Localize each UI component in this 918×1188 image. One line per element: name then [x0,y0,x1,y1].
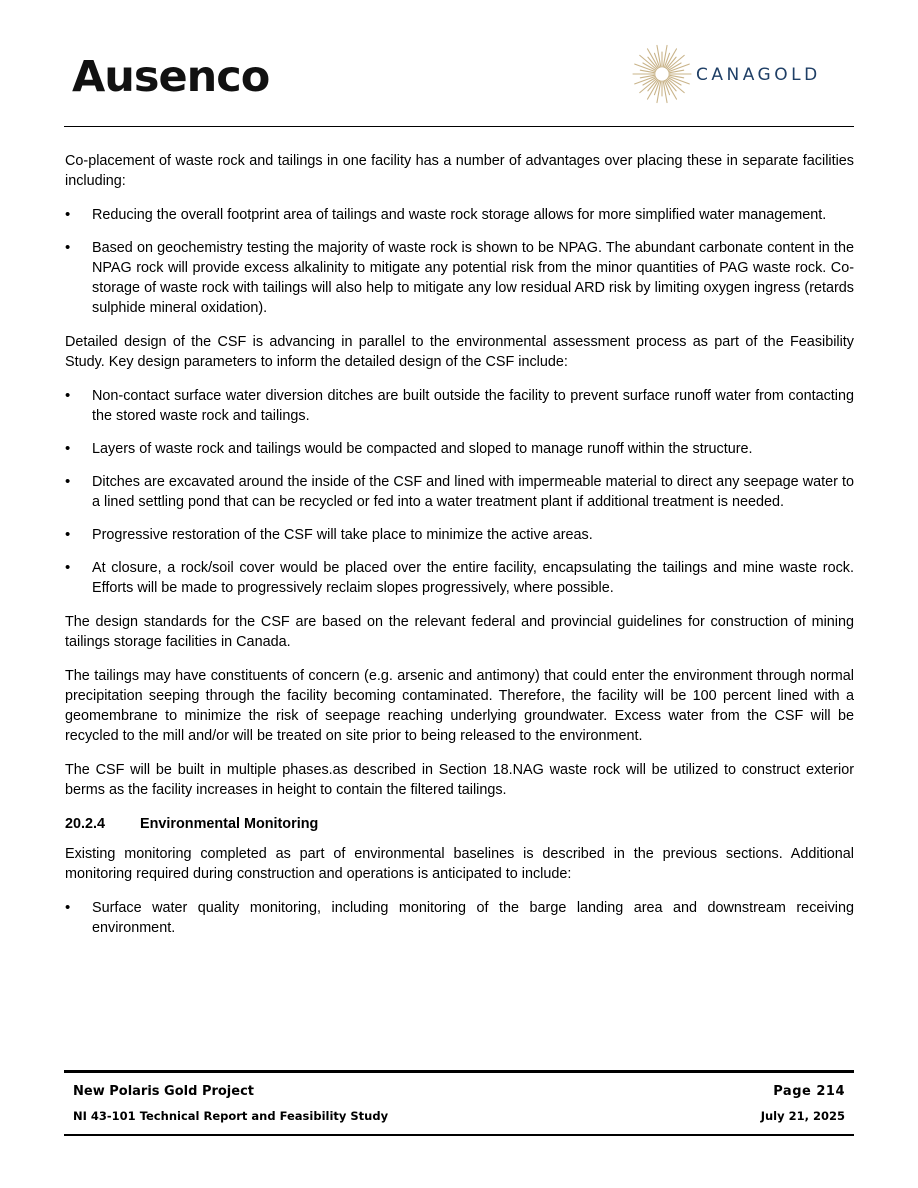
list-item: • Non-contact surface water diversion ditches are built outside the facility to prevent surface runoff water from contacting the stored waste rock and tailings. [65,386,854,426]
canagold-logo-text: CANAGOLD [696,65,821,85]
phases-paragraph: The CSF will be built in multiple phases.as described in Section 18.NAG waste rock will be utilized to construct exterior berms as the facility increases in height to contain the filtered tailings. [65,762,854,798]
footer-project: New Polaris Gold Project [73,1084,255,1099]
advantages-list [65,205,854,318]
list-item: • At closure, a rock/soil cover would be placed over the entire facility, encapsulating the tailings and mine waste rock. Efforts will be made to progressively reclaim slopes progressively, where possible. [65,558,854,598]
footer-report: NI 43-101 Technical Report and Feasibility Study [73,1109,389,1123]
design-parameters-list [65,386,854,598]
list-item: • Layers of waste rock and tailings would be compacted and sloped to manage runoff within the structure. [65,439,854,459]
monitoring-intro-paragraph: Existing monitoring completed as part of environmental baselines is described in the previous sections. Additional monitoring required during construction and operations is anticipated to include: [65,846,854,882]
footer-date: July 21, 2025 [760,1109,845,1123]
sunburst-icon [630,40,694,104]
list-item: • Based on geochemistry testing the majority of waste rock is shown to be NPAG. The abundant carbonate content in the NPAG rock will provide excess alkalinity to mitigate any potential risk from the minor quantities of PAG waste rock. Co-storage of waste rock with tailings will also help to mitigate any low residual ARD risk by limiting oxygen ingress (retards sulphide mineral oxidation). [65,238,854,318]
footer-page-number: Page 214 [773,1084,845,1099]
ausenco-logo-text: Ausenco [72,52,270,102]
section-number: 20.2.4 [65,816,106,832]
body-content [65,151,854,952]
footer-divider-bottom [64,1134,854,1136]
list-item: • Progressive restoration of the CSF will take place to minimize the active areas. [65,525,854,545]
ausenco-logo [72,52,270,102]
list-item: • Reducing the overall footprint area of tailings and waste rock storage allows for more simplified water management. [65,205,854,225]
section-heading [65,814,854,834]
list-item: • Ditches are excavated around the inside of the CSF and lined with impermeable material to direct any seepage water to a lined settling pond that can be recycled or fed into a water treatment plant if additional treatment is needed. [65,472,854,512]
monitoring-list [65,898,854,938]
design-intro-paragraph: Detailed design of the CSF is advancing in parallel to the environmental assessment process as part of the Feasibility Study. Key design parameters to inform the detailed design of the CSF include: [65,334,854,370]
standards-paragraph: The design standards for the CSF are based on the relevant federal and provincial guidelines for construction of mining tailings storage facilities in Canada. [65,614,854,650]
tailings-paragraph: The tailings may have constituents of concern (e.g. arsenic and antimony) that could enter the environment through normal precipitation seeping through the facility becoming contaminated. Therefore, the facility will be 100 percent lined with a geomembrane to minimize the risk of seepage reaching underlying groundwater. Excess water from the CSF will be recycled to the mill and/or will be treated on site prior to being released to the environment. [65,668,854,744]
footer-divider-top [64,1070,854,1073]
intro-paragraph: Co-placement of waste rock and tailings in one facility has a number of advantages over placing these in separate facilities including: [65,153,854,189]
header-divider [64,126,854,127]
section-title: Environmental Monitoring [140,816,319,832]
list-item: • Surface water quality monitoring, including monitoring of the barge landing area and downstream receiving environment. [65,898,854,938]
